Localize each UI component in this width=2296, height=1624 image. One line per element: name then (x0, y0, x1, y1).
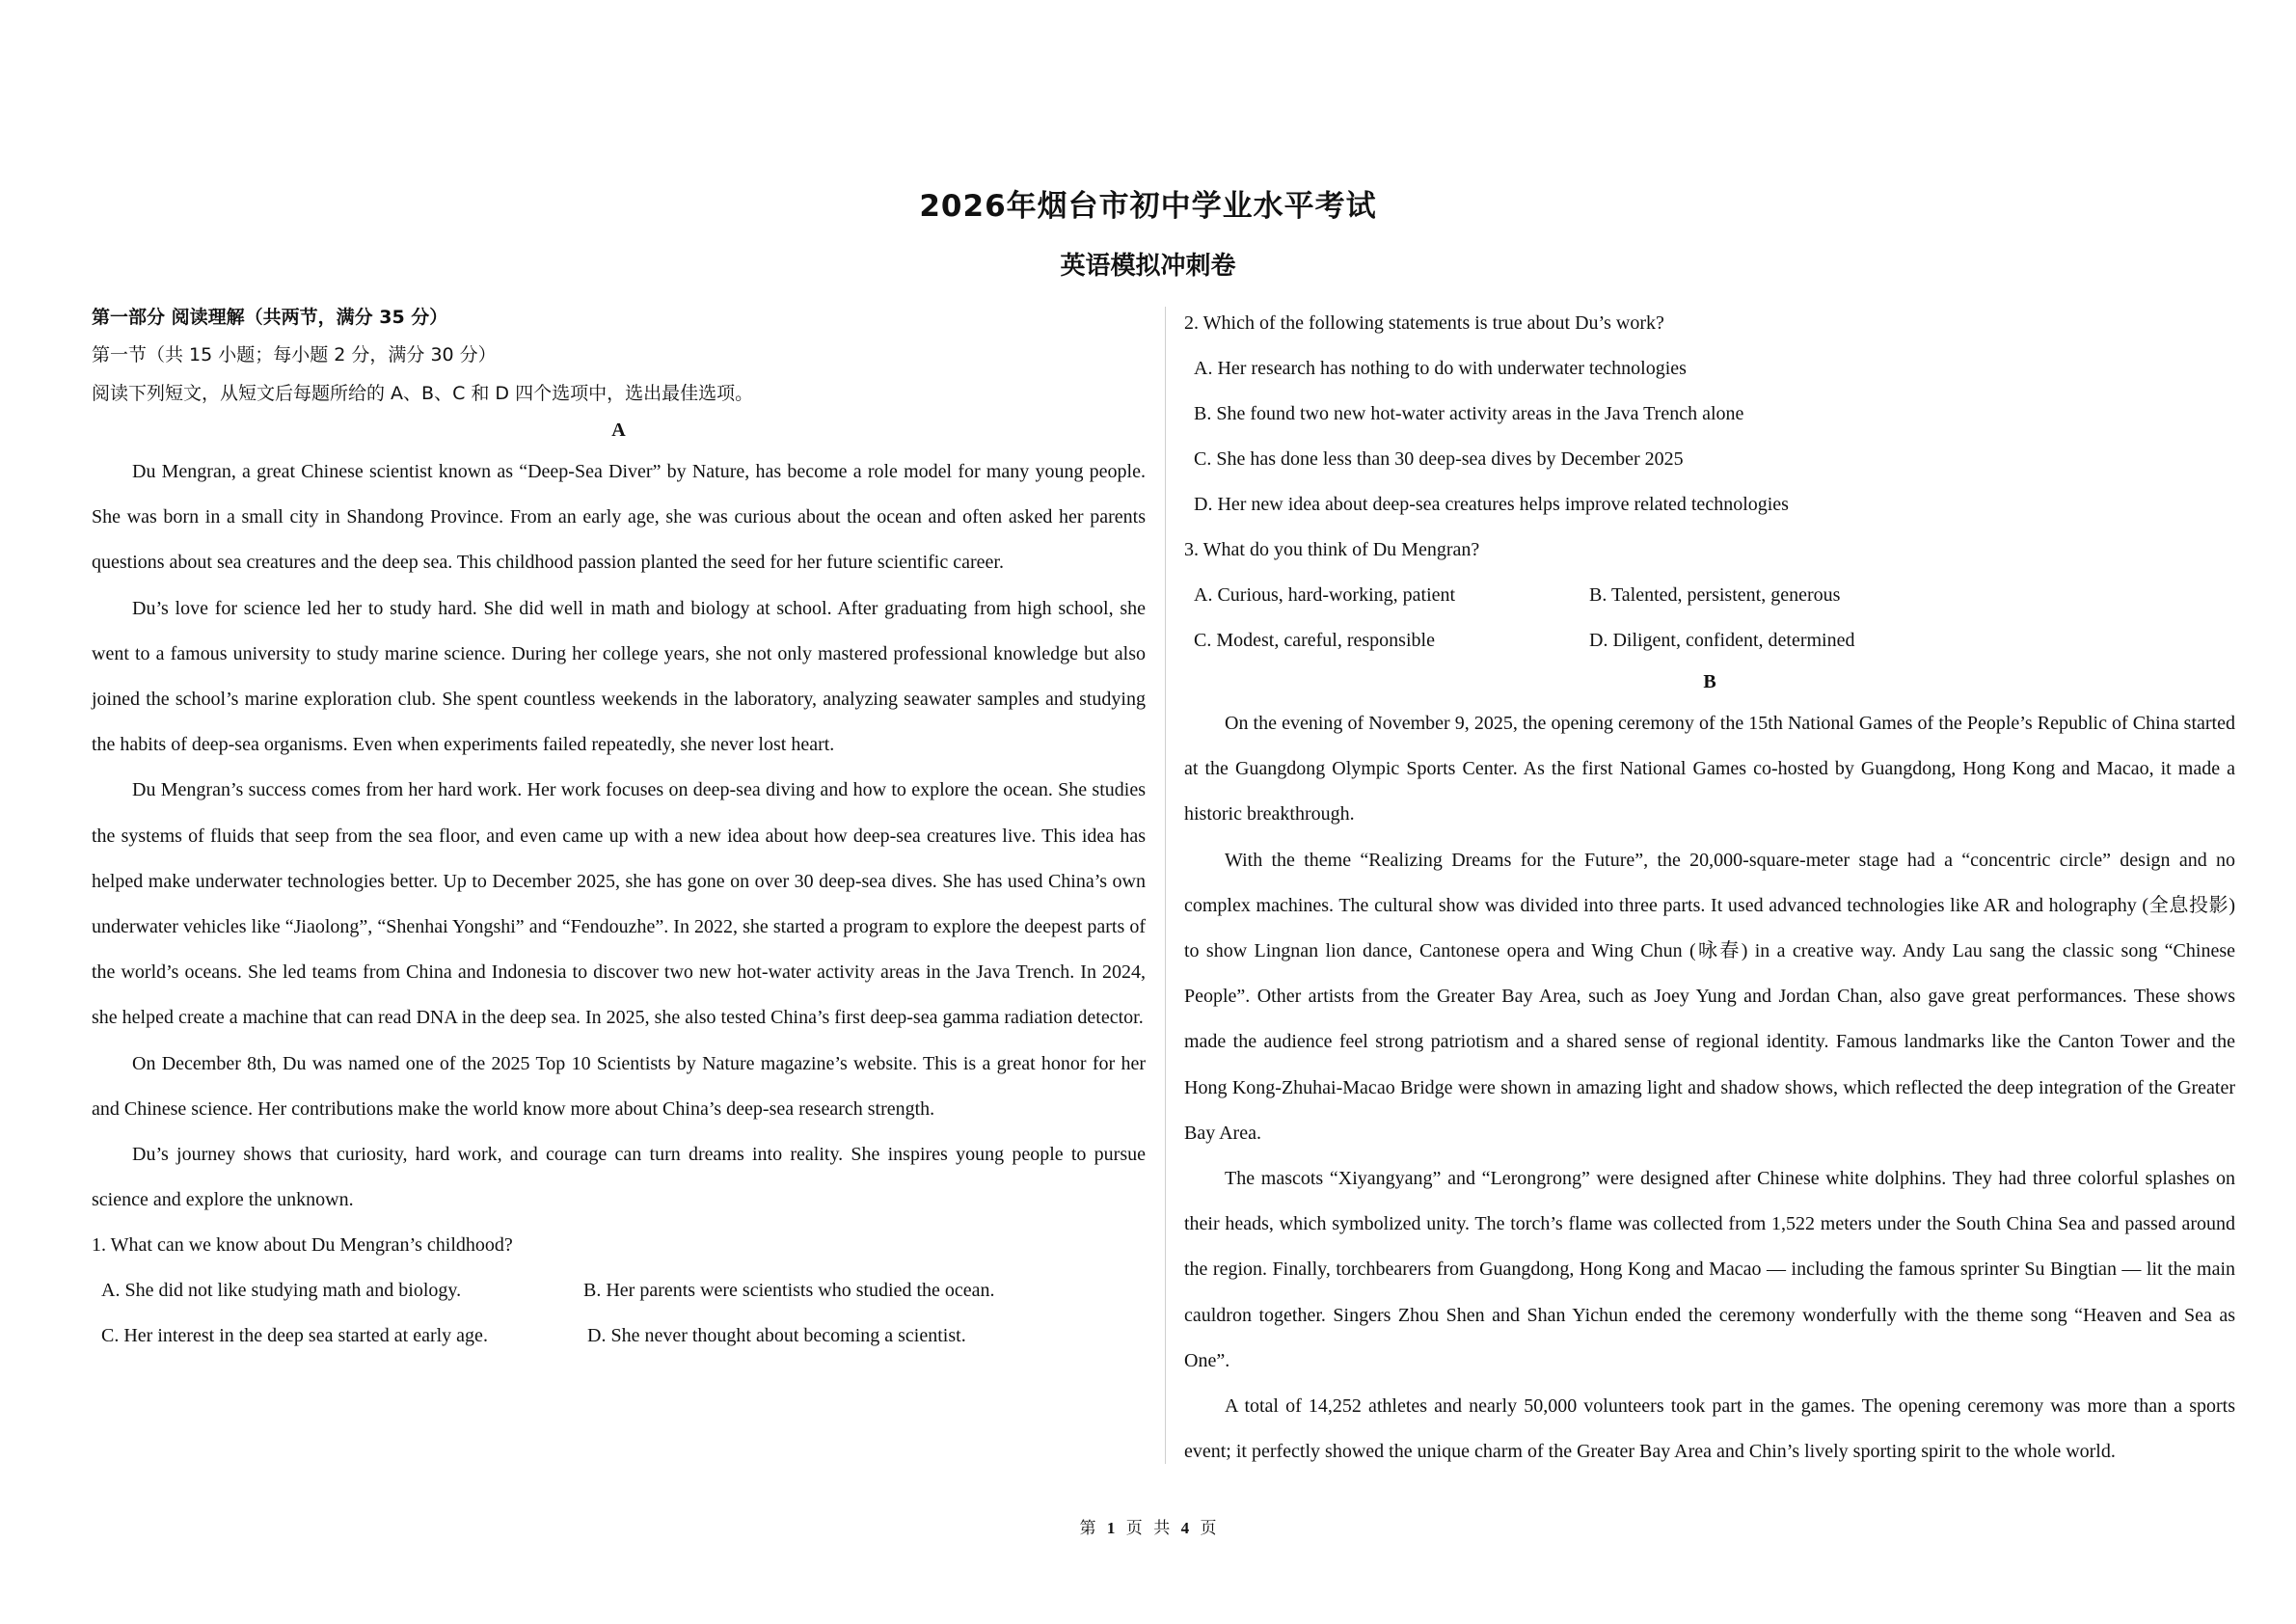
question-3-options-row-1 (1184, 573, 2235, 618)
subsection-title: 第一节（共 15 小题；每小题 2 分，满分 30 分） (92, 344, 497, 365)
exam-title: 2026年烟台市初中学业水平考试 (919, 189, 1377, 224)
page-prefix: 第 (1079, 1519, 1096, 1538)
page-mid: 页 共 (1125, 1519, 1171, 1538)
question-3-options-row-2 (1184, 618, 2235, 663)
part-title: 第一部分 阅读理解（共两节，满分 35 分） (92, 307, 448, 328)
question-2-option-c[interactable]: C. She has done less than 30 deep-sea dives by December 2025 (1194, 448, 1684, 470)
question-3-option-d[interactable]: D. Diligent, confident, determined (1589, 629, 1855, 651)
question-1-stem: 1. What can we know about Du Mengran’s childhood? (92, 1234, 513, 1257)
question-2-stem: 2. Which of the following statements is true about Du’s work? (1184, 312, 1664, 334)
question-2-option-a[interactable]: A. Her research has nothing to do with underwater technologies (1194, 358, 1687, 379)
question-1-options-row-2 (92, 1313, 1146, 1359)
passage-b-paragraph: With the theme “Realizing Dreams for the Future”, the 20,000-square-meter stage had a “concentric circle” design and no complex machines. The cultural show was divided into three parts. It used advanced technologies like AR and holography (全息投影) to show Lingnan lion dance, Cantonese opera and Wing Chun (咏春) in a creative way. Andy Lau sang the classic song “Chinese People”. Other artists from the Greater Bay Area, such as Joey Yung and Jordan Chan, also gave great performances. These shows made the audience feel strong patriotism and a shared sense of regional identity. Famous landmarks like the Canton Tower and the Hong Kong-Zhuhai-Macao Bridge were shown in amazing light and shadow shows, which reflected the deep integration of the Greater Bay Area. (1184, 849, 2235, 1144)
question-2-option-d[interactable]: D. Her new idea about deep-sea creatures helps improve related technologies (1194, 494, 1789, 515)
question-1-option-c[interactable]: C. Her interest in the deep sea started at early age. (101, 1324, 488, 1346)
passage-b-paragraph: The mascots “Xiyangyang” and “Lerongrong” were designed after Chinese white dolphins. They had three colorful splashes on their heads, which symbolized unity. The torch’s flame was collected from 1,522 meters under the South China Sea and passed around the region. Finally, torchbearers from Guangdong, Hong Kong and Macao — including the famous sprinter Su Bingtian — lit the main cauldron together. Singers Zhou Shen and Shan Yichun ended the ceremony wonderfully with the theme song “Heaven and Sea as One”. (1184, 1168, 2235, 1371)
page-current: 1 (1106, 1519, 1116, 1537)
passage-a-paragraph: On December 8th, Du was named one of the 2025 Top 10 Scientists by Nature magazine’s website. This is a great honor for her and Chinese science. Her contributions make the world know more about China’s deep-sea research strength. (92, 1052, 1146, 1120)
passage-a-paragraph: Du Mengran, a great Chinese scientist known as “Deep-Sea Diver” by Nature, has become a role model for many young people. She was born in a small city in Shandong Province. From an early age, she was curious about the ocean and often asked her parents questions about sea creatures and the deep sea. This childhood passion planted the seed for her future scientific career. (92, 461, 1146, 574)
question-2-option-b[interactable]: B. She found two new hot-water activity areas in the Java Trench alone (1194, 403, 1744, 424)
instruction-text: 阅读下列短文，从短文后每题所给的 A、B、C 和 D 四个选项中，选出最佳选项。 (92, 383, 754, 404)
question-3-option-b[interactable]: B. Talented, persistent, generous (1589, 584, 1841, 606)
passage-b-paragraph: A total of 14,252 athletes and nearly 50,000 volunteers took part in the games. The opening ceremony was more than a sports event; it perfectly showed the unique charm of the Greater Bay Area and Chin’s lively sporting spirit to the whole world. (1184, 1395, 2235, 1463)
passage-a-paragraph: Du’s journey shows that curiosity, hard work, and courage can turn dreams into reality. She inspires young people to pursue science and explore the unknown. (92, 1144, 1146, 1211)
passage-a-label: A (611, 420, 626, 441)
question-1-option-a[interactable]: A. She did not like studying math and biology. (101, 1280, 462, 1302)
left-column (92, 301, 1146, 1358)
exam-subtitle: 英语模拟冲刺卷 (1060, 252, 1236, 281)
passage-a-paragraph: Du Mengran’s success comes from her hard work. Her work focuses on deep-sea diving and how to explore the ocean. She studies the systems of fluids that seep from the sea floor, and even came up with a new idea about how deep-sea creatures live. This idea has helped make underwater technologies better. Up to December 2025, she has gone on over 30 deep-sea dives. She has used China’s own underwater vehicles like “Jiaolong”, “Shenhai Yongshi” and “Fendouzhe”. In 2022, she started a program to explore the deepest parts of the world’s oceans. She led teams from China and Indonesia to discover two new hot-water activity areas in the Java Trench. In 2024, she helped create a machine that can read DNA in the deep sea. In 2025, she also tested China’s first deep-sea gamma radiation detector. (92, 779, 1146, 1029)
passage-b-label: B (1703, 671, 1716, 692)
question-3-stem: 3. What do you think of Du Mengran? (1184, 539, 1480, 560)
question-3-option-c[interactable]: C. Modest, careful, responsible (1194, 629, 1435, 651)
right-column (1184, 301, 2235, 1475)
question-1-option-b[interactable]: B. Her parents were scientists who studied the ocean. (583, 1280, 995, 1302)
page-footer (0, 1514, 2296, 1538)
question-1-option-d[interactable]: D. She never thought about becoming a scientist. (587, 1324, 966, 1346)
question-1-options-row-1 (92, 1268, 1146, 1313)
passage-b-paragraph: On the evening of November 9, 2025, the opening ceremony of the 15th National Games of the People’s Republic of China started at the Guangdong Olympic Sports Center. As the first National Games co-hosted by Guangdong, Hong Kong and Macao, it made a historic breakthrough. (1184, 713, 2235, 826)
question-3-option-a[interactable]: A. Curious, hard-working, patient (1194, 584, 1456, 606)
page-total: 4 (1180, 1519, 1190, 1537)
column-divider (1165, 307, 1166, 1464)
page-suffix: 页 (1200, 1519, 1217, 1538)
passage-a-paragraph: Du’s love for science led her to study hard. She did well in math and biology at school. After graduating from high school, she went to a famous university to study marine science. During her college years, she not only mastered professional knowledge but also joined the school’s marine exploration club. She spent countless weekends in the laboratory, analyzing seawater samples and studying the habits of deep-sea organisms. Even when experiments failed repeatedly, she never lost heart. (92, 597, 1146, 756)
